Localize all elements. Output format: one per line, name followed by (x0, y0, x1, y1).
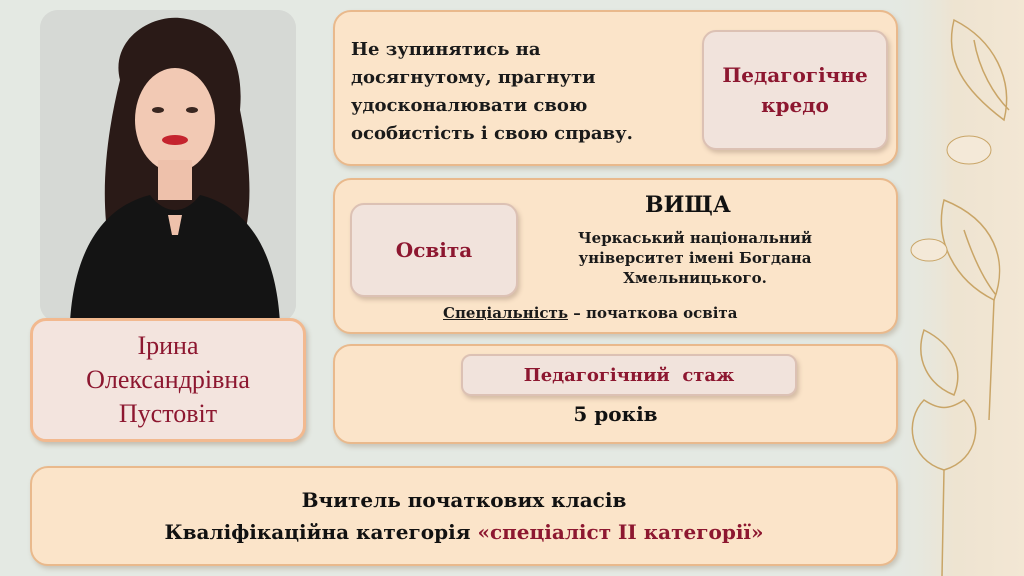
teacher-first-name: Ірина (137, 331, 199, 360)
credo-card (333, 10, 898, 166)
university-line: університет імені Богдана (578, 249, 812, 267)
credo-label-line1: Педагогічне (722, 63, 868, 87)
flower-decoration (884, 0, 1024, 576)
teacher-photo (40, 10, 296, 322)
university-name (545, 228, 845, 288)
education-label-chip (350, 203, 518, 297)
qualification-category (164, 516, 763, 548)
position-card (30, 466, 898, 566)
education-card (333, 178, 898, 334)
credo-text (351, 36, 691, 148)
specialty (443, 304, 737, 322)
specialty-value: – початкова освіта (568, 304, 738, 322)
experience-label-chip (461, 354, 797, 396)
teacher-surname: Пустовіт (118, 399, 218, 428)
university-line: Хмельницького. (623, 269, 767, 287)
portrait-image (40, 10, 296, 322)
credo-label-chip (702, 30, 888, 150)
credo-line: особистість і свою справу. (351, 123, 633, 144)
teacher-patronymic: Олександрівна (86, 365, 250, 394)
credo-line: удосконалювати свою (351, 95, 588, 116)
education-label: Освіта (395, 238, 473, 262)
category-prefix: Кваліфікаційна категорія (164, 520, 478, 544)
experience-value: 5 років (573, 402, 658, 426)
category-value: «спеціаліст ІІ категорії» (477, 520, 764, 544)
credo-line: досягнутому, прагнути (351, 67, 596, 88)
specialty-label: Спеціальність (443, 304, 569, 322)
credo-label-line2: кредо (761, 93, 829, 117)
teacher-name-card (30, 318, 306, 442)
experience-label: Педагогічний стаж (523, 364, 735, 386)
credo-line: Не зупинятись на (351, 39, 541, 60)
experience-card (333, 344, 898, 444)
education-level: ВИЩА (645, 192, 731, 218)
university-line: Черкаський національний (577, 229, 813, 247)
position-title: Вчитель початкових класів (301, 488, 627, 512)
